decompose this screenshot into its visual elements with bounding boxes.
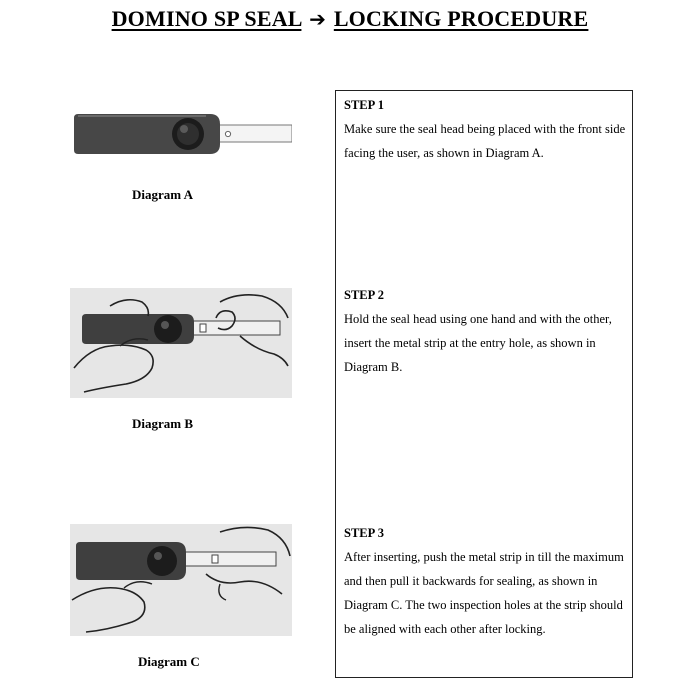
step-1	[344, 93, 628, 165]
step-1-text: Make sure the seal head being placed with the front side facing the user, as shown in Diagram A.	[344, 122, 626, 160]
diagram-b-caption: Diagram B	[132, 416, 194, 431]
title-right: LOCKING PROCEDURE	[333, 6, 589, 31]
diagram-c-figure	[70, 524, 292, 636]
diagram-c-caption: Diagram C	[138, 654, 200, 669]
title-left: DOMINO SP SEAL	[111, 6, 302, 31]
step-3	[344, 521, 628, 641]
seal-illustration-a	[70, 108, 292, 160]
step-1-heading: STEP 1	[344, 98, 384, 112]
step-2-heading: STEP 2	[344, 288, 384, 302]
step-2-text: Hold the seal head using one hand and with the other, insert the metal strip at the entry hole, as shown in Diagram B.	[344, 312, 612, 374]
seal-illustration-c	[70, 524, 292, 636]
step-3-heading: STEP 3	[344, 526, 384, 540]
seal-illustration-b	[70, 288, 292, 398]
page-title	[0, 6, 700, 32]
diagram-a-figure	[70, 108, 292, 160]
step-3-text: After inserting, push the metal strip in till the maximum and then pull it backwards for sealing, as shown in Diagram C. The two inspection holes at the strip should be aligned with each other after locking.	[344, 550, 624, 636]
steps-panel	[335, 90, 633, 678]
diagram-b-figure	[70, 288, 292, 398]
diagram-a-caption: Diagram A	[132, 187, 194, 202]
step-2	[344, 283, 628, 379]
arrow-right-icon: ➔	[309, 7, 327, 31]
